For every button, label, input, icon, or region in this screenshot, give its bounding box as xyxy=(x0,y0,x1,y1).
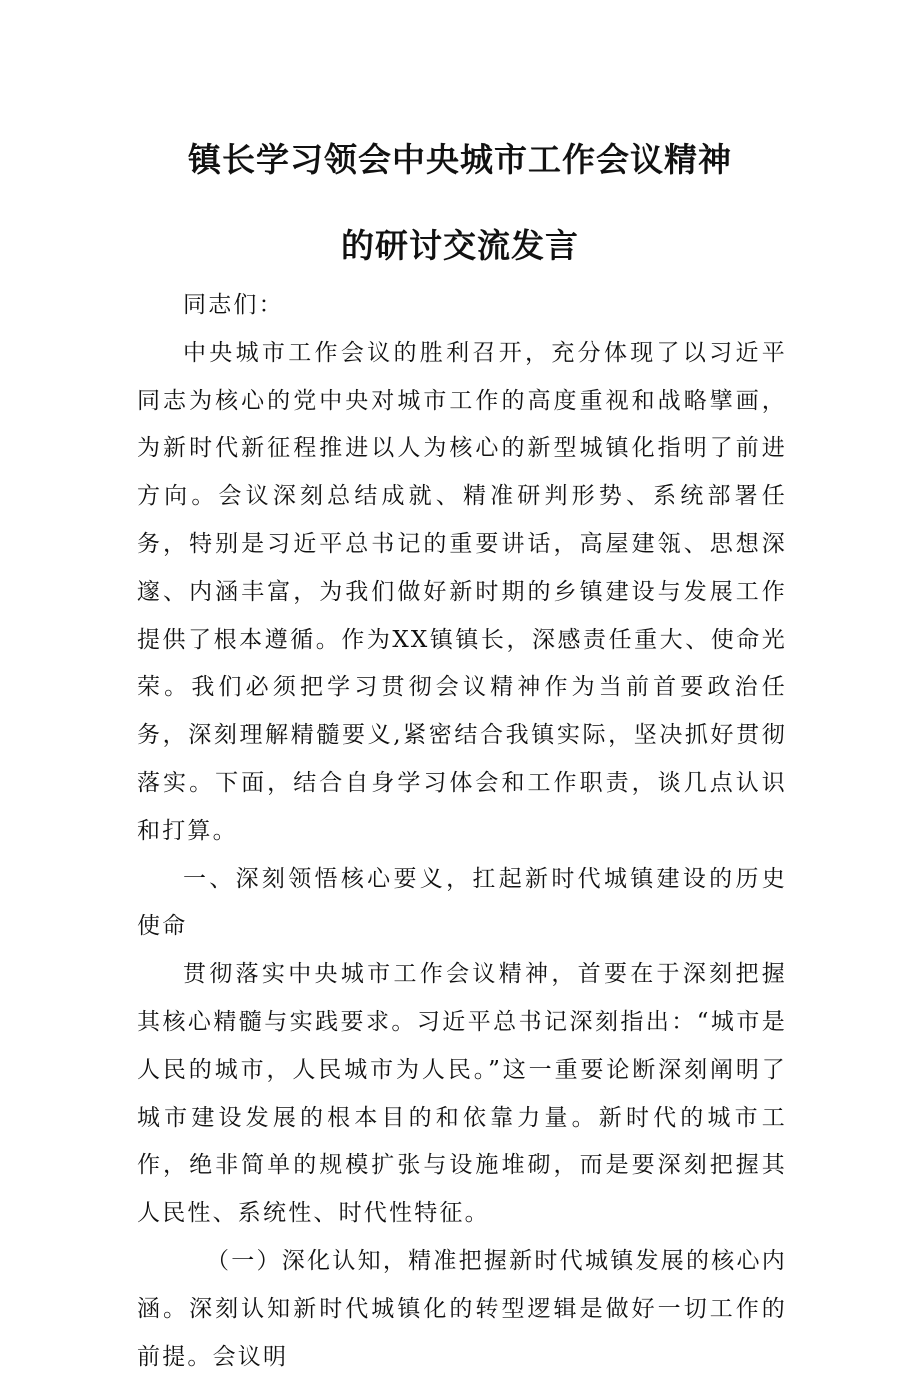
section-heading-1: 一、深刻领悟核心要义，扛起新时代城镇建设的历史使命 xyxy=(137,865,787,940)
salutation: 同志们： xyxy=(183,292,284,318)
paragraph-subsection-1: （一）深化认知，精准把握新时代城镇发展的核心内涵。深刻认知新时代城镇化的转型逻辑是做好一切工作的前提。会议明 xyxy=(137,1247,787,1370)
document-title-line-2: 的研讨交流发言 xyxy=(341,226,579,265)
document-title-line-1: 镇长学习领会中央城市工作会议精神 xyxy=(188,140,732,179)
paragraph-section-1: 贯彻落实中央城市工作会议精神，首要在于深刻把握其核心精髓与实践要求。习近平总书记深刻指出：“城市是人民的城市，人民城市为人民。”这一重要论断深刻阐明了城市建设发展的根本目的和依靠力量。新时代的城市工作，绝非简单的规模扩张与设施堆砌，而是要深刻把握其人民性、系统性、时代性特征。 xyxy=(137,961,787,1227)
document-body xyxy=(137,282,787,1381)
paragraph-intro: 中央城市工作会议的胜利召开，充分体现了以习近平同志为核心的党中央对城市工作的高度重视和战略擘画，为新时代新征程推进以人为核心的新型城镇化指明了前进方向。会议深刻总结成就、精准研判形势、系统部署任务，特别是习近平总书记的重要讲话，高屋建瓴、思想深邃、内涵丰富，为我们做好新时期的乡镇建设与发展工作提供了根本遵循。作为XX镇镇长，深感责任重大、使命光荣。我们必须把学习贯彻会议精神作为当前首要政治任务，深刻理解精髓要义,紧密结合我镇实际，坚决抓好贯彻落实。下面，结合自身学习体会和工作职责，谈几点认识和打算。 xyxy=(137,339,787,844)
